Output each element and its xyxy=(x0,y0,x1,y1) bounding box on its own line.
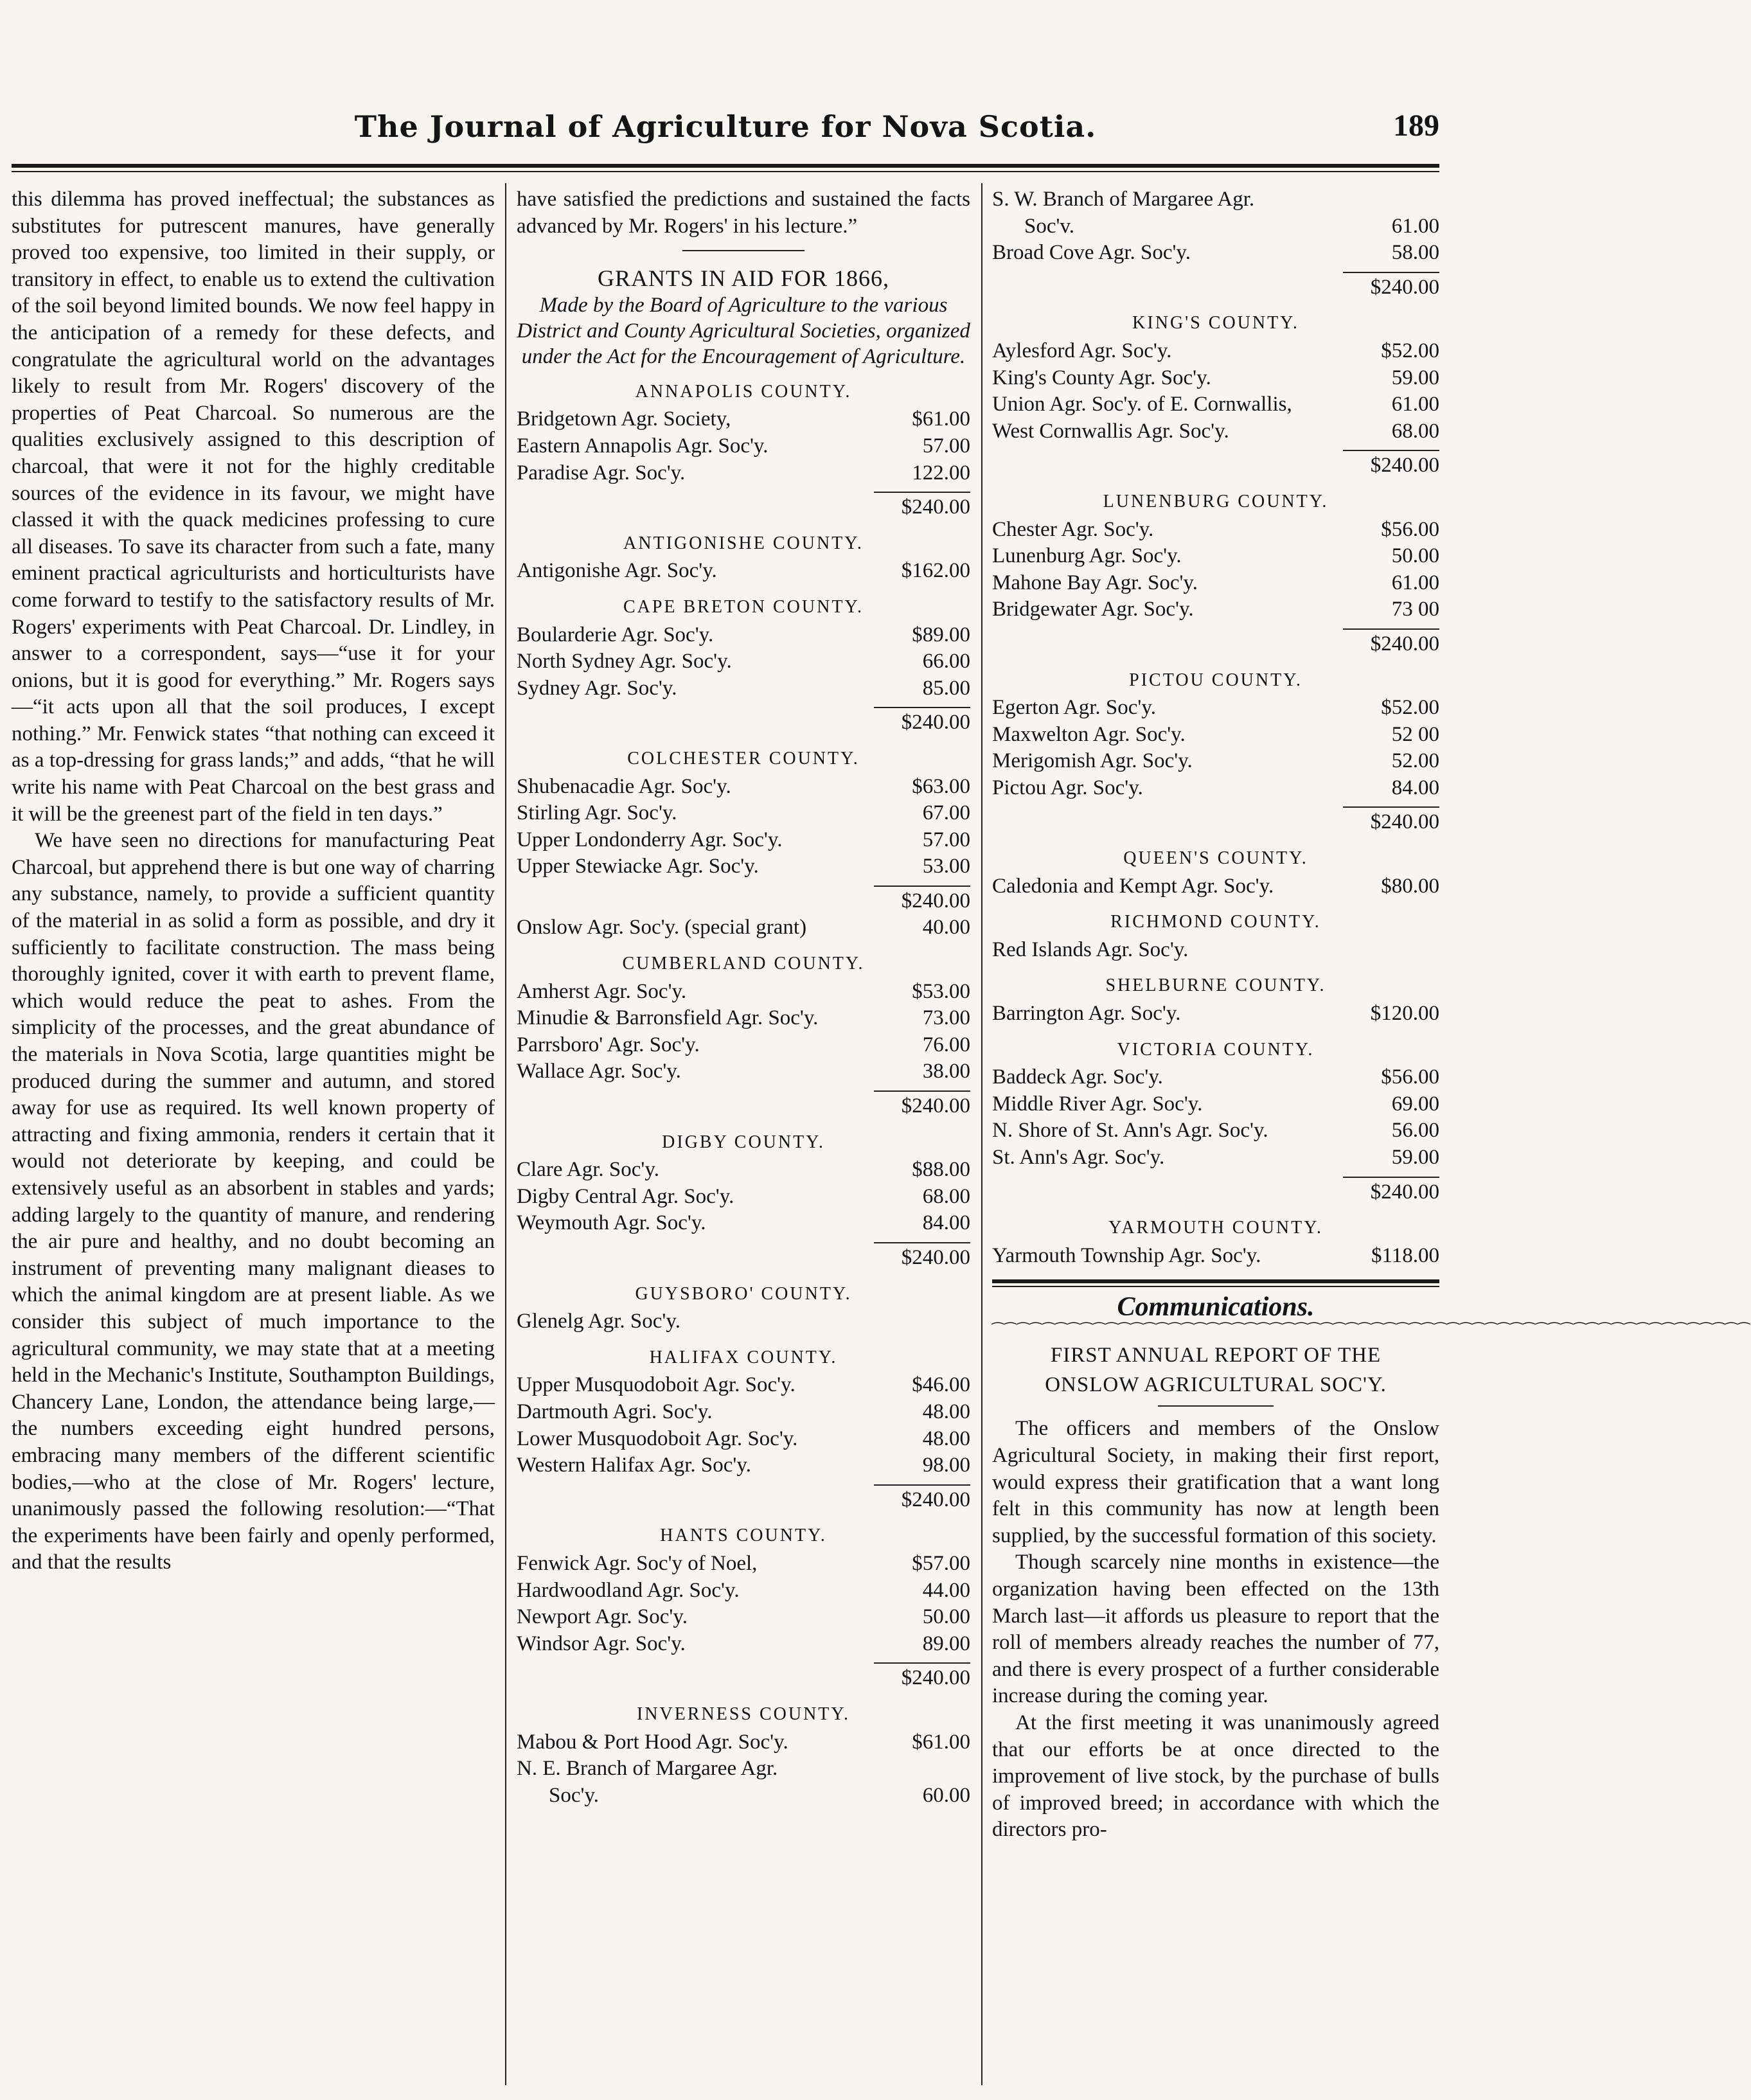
society-name: Onslow Agr. Soc'y. (special grant) xyxy=(517,916,807,939)
county-name: HANTS COUNTY. xyxy=(660,1526,827,1546)
county-total: $240.00 xyxy=(874,885,970,915)
society-name: Lunenburg Agr. Soc'y. xyxy=(992,544,1182,568)
county-shelburne xyxy=(992,972,1439,1027)
paragraph: this dilemma has proved ineffectual; the substances as substitutes for putrescent manures, have generally proved too expensive, too limited in their supply, or transitory in effect, to enable us to extend the cultivation of the soil beyond limited bounds. We now feel happy in the anticipation of a remedy for these defects, and congratulate the agricultural world on the advantages likely to result from Mr. Rogers' discovery of the properties of Peat Charcoal. So numerous are the qualities exclusively assigned to this description of charcoal, that were it not for the highly creditable sources of the evidence in its favour, we might have classed it with the quack medicines professing to cure all diseases. To save its character from such a fate, many eminent practical agriculturists and horticulturists have come forward to testify to the satisfactory results of Mr. Rogers' experiments with Peat Charcoal. Dr. Lindley, in answer to a correspondent, says—“use it for your onions, but it is good for everything.” Mr. Rogers says—“it acts upon all that the soil produces, I except nothing.” Mr. Fenwick states “that nothing can exceed it as a top-dressing for grass lands;” and adds, “that he will write his name with Peat Charcoal on the best grass and it will be the greenest part of the field in ten days.” xyxy=(12,188,495,826)
county-name: ANTIGONISHE COUNTY. xyxy=(623,533,864,553)
grant-amount: 61.00 xyxy=(1391,571,1439,594)
grant-amount: $61.00 xyxy=(912,1730,970,1754)
grant-amount: $56.00 xyxy=(1381,517,1439,541)
table-row xyxy=(992,873,1439,900)
table-row xyxy=(992,365,1439,392)
society-name: Mabou & Port Hood Agr. Soc'y. xyxy=(517,1730,788,1754)
society-name: Union Agr. Soc'y. of E. Cornwallis, xyxy=(992,393,1292,416)
table-row xyxy=(992,596,1439,623)
table-row xyxy=(517,1032,970,1059)
paragraph: The officers and members of the Onslow Agricultural Society, in making their first report, would express their gratification that a want long felt in this community has now at length been supplied, by the successful formation of this society. xyxy=(992,1417,1439,1547)
article-title: FIRST ANNUAL REPORT OF THE xyxy=(1050,1344,1382,1367)
society-name: S. W. Branch of Margaree Agr. xyxy=(992,188,1255,211)
county-total: $240.00 xyxy=(1343,1177,1439,1206)
society-name: Clare Agr. Soc'y. xyxy=(517,1158,659,1182)
society-name: Western Halifax Agr. Soc'y. xyxy=(517,1454,751,1477)
grant-amount: 56.00 xyxy=(1391,1119,1439,1143)
table-row xyxy=(992,1064,1439,1091)
society-name: Egerton Agr. Soc'y. xyxy=(992,696,1156,720)
grant-amount: 57.00 xyxy=(922,434,970,458)
paragraph: Though scarcely nine months in existence—the organization having been effected on the 13th March last—it affords us pleasure to report that the roll of members already reaches the number of 77, and there is every prospect of a further considerable increase during the coming year. xyxy=(992,1551,1439,1708)
society-name: Shubenacadie Agr. Soc'y. xyxy=(517,774,731,798)
table-row xyxy=(517,853,970,880)
county-total: $240.00 xyxy=(874,1090,970,1120)
table-row xyxy=(517,460,970,487)
society-name: Chester Agr. Soc'y. xyxy=(992,517,1154,541)
grant-amount: $80.00 xyxy=(1381,874,1439,898)
society-name: Antigonishe Agr. Soc'y. xyxy=(517,559,717,583)
county-total: $240.00 xyxy=(874,492,970,521)
table-row xyxy=(517,979,970,1006)
society-name: Weymouth Agr. Soc'y. xyxy=(517,1211,706,1235)
table-row xyxy=(517,1756,970,1783)
county-guysboro xyxy=(517,1281,970,1335)
grant-amount: $120.00 xyxy=(1370,1002,1439,1026)
society-name: Paradise Agr. Soc'y. xyxy=(517,461,686,485)
society-name: Bridgewater Agr. Soc'y. xyxy=(992,598,1194,621)
paragraph: have satisfied the predictions and sustained the facts advanced by Mr. Rogers' in his lecture.” xyxy=(517,188,970,238)
grant-amount: 84.00 xyxy=(922,1211,970,1235)
county-queens xyxy=(992,845,1439,900)
running-title: The Journal of Agriculture for Nova Scotia. xyxy=(354,109,1097,144)
table-row xyxy=(992,1144,1439,1171)
county-total: $240.00 xyxy=(874,1484,970,1514)
grant-amount: $53.00 xyxy=(912,979,970,1003)
grant-amount: 44.00 xyxy=(922,1578,970,1602)
table-row xyxy=(517,648,970,675)
table-row xyxy=(517,558,970,585)
society-name: Sydney Agr. Soc'y. xyxy=(517,676,677,700)
grant-amount: 58.00 xyxy=(1391,241,1439,265)
county-halifax xyxy=(517,1344,970,1514)
county-name: PICTOU COUNTY. xyxy=(1129,670,1302,690)
grant-amount: 38.00 xyxy=(922,1060,970,1083)
society-name: Red Islands Agr. Soc'y. xyxy=(992,938,1189,961)
society-name: Barrington Agr. Soc'y. xyxy=(992,1002,1181,1026)
county-name: RICHMOND COUNTY. xyxy=(1110,912,1321,932)
grant-amount: 76.00 xyxy=(922,1033,970,1056)
county-name: GUYSBORO' COUNTY. xyxy=(635,1283,852,1304)
grant-amount: 85.00 xyxy=(922,676,970,700)
county-lunenburg xyxy=(992,488,1439,658)
grant-amount: 84.00 xyxy=(1391,776,1439,799)
grant-amount: 52 00 xyxy=(1391,722,1439,746)
table-row xyxy=(992,517,1439,544)
county-name: YARMOUTH COUNTY. xyxy=(1108,1218,1323,1238)
grant-amount: 40.00 xyxy=(922,916,970,939)
article-title: ONSLOW AGRICULTURAL SOC'Y. xyxy=(1045,1373,1387,1397)
society-name: Lower Musquodoboit Agr. Soc'y. xyxy=(517,1427,798,1450)
county-total: $240.00 xyxy=(874,707,970,736)
grant-amount: 98.00 xyxy=(922,1454,970,1477)
county-name: HALIFAX COUNTY. xyxy=(649,1347,838,1367)
table-row xyxy=(517,1184,970,1211)
table-row xyxy=(517,1005,970,1032)
communications-heading: Communications. xyxy=(1117,1292,1315,1322)
society-name: King's County Agr. Soc'y. xyxy=(992,366,1211,389)
table-row xyxy=(517,1578,970,1605)
society-name: West Cornwallis Agr. Soc'y. xyxy=(992,419,1229,443)
table-row xyxy=(517,1210,970,1237)
column-3 xyxy=(992,186,1751,1844)
table-row xyxy=(992,391,1439,418)
table-row xyxy=(517,914,970,941)
table-row xyxy=(517,1157,970,1184)
table-row xyxy=(992,695,1439,722)
society-name: Upper Stewiacke Agr. Soc'y. xyxy=(517,855,759,878)
county-kings xyxy=(992,310,1439,479)
table-row xyxy=(517,1452,970,1479)
society-name: Stirling Agr. Soc'y. xyxy=(517,801,677,825)
table-row xyxy=(992,1243,1439,1270)
society-name: Bridgetown Agr. Society, xyxy=(517,407,731,431)
grant-amount: $52.00 xyxy=(1381,339,1439,362)
grant-amount: 122.00 xyxy=(912,461,970,485)
county-richmond xyxy=(992,909,1439,963)
county-name: CAPE BRETON COUNTY. xyxy=(623,596,864,617)
table-row xyxy=(517,1604,970,1631)
county-hants xyxy=(517,1522,970,1692)
divider xyxy=(682,250,804,251)
grant-amount: 50.00 xyxy=(922,1605,970,1629)
column-separator xyxy=(981,183,982,2085)
table-row xyxy=(517,827,970,854)
table-row xyxy=(517,1372,970,1399)
county-antigonishe xyxy=(517,530,970,585)
grant-amount: 53.00 xyxy=(922,855,970,878)
table-row xyxy=(992,722,1439,749)
grant-amount: $88.00 xyxy=(912,1158,970,1182)
county-total: $240.00 xyxy=(1343,272,1439,301)
grant-amount: $89.00 xyxy=(912,623,970,646)
grant-amount: 89.00 xyxy=(922,1632,970,1655)
society-name: Aylesford Agr. Soc'y. xyxy=(992,339,1172,362)
table-row xyxy=(517,1729,970,1756)
table-row xyxy=(517,622,970,649)
table-row xyxy=(992,543,1439,570)
society-name: Upper Londonderry Agr. Soc'y. xyxy=(517,828,783,851)
table-row xyxy=(992,1001,1439,1028)
table-row xyxy=(517,1426,970,1453)
table-row xyxy=(517,1058,970,1085)
county-annapolis xyxy=(517,378,970,521)
society-name: St. Ann's Agr. Soc'y. xyxy=(992,1146,1165,1169)
county-name: CUMBERLAND COUNTY. xyxy=(622,954,865,974)
county-cape-breton xyxy=(517,594,970,736)
table-row xyxy=(992,1091,1439,1118)
grant-amount: 68.00 xyxy=(922,1184,970,1208)
table-row xyxy=(517,1308,970,1335)
county-name: LUNENBURG COUNTY. xyxy=(1103,491,1329,512)
grant-amount: 60.00 xyxy=(922,1783,970,1807)
grants-title: GRANTS IN AID FOR 1866, xyxy=(597,265,890,292)
grants-subtitle: Made by the Board of Agriculture to the various District and County Agricultural Societies, organized under the Act for the Encouragement of Agriculture. xyxy=(517,293,970,368)
column-1 xyxy=(12,186,495,1576)
grant-amount: $118.00 xyxy=(1371,1243,1439,1267)
table-row xyxy=(992,748,1439,775)
header-rule xyxy=(12,164,1439,168)
table-row xyxy=(517,800,970,827)
county-inverness xyxy=(517,1701,970,1809)
table-row xyxy=(992,937,1439,964)
grant-amount: 61.00 xyxy=(1391,393,1439,416)
society-name: Digby Central Agr. Soc'y. xyxy=(517,1184,734,1208)
grant-amount: 61.00 xyxy=(1391,214,1439,238)
grant-amount: $63.00 xyxy=(912,774,970,798)
county-name: ANNAPOLIS COUNTY. xyxy=(635,381,852,402)
county-name: KING'S COUNTY. xyxy=(1132,313,1299,334)
society-name: Minudie & Barronsfield Agr. Soc'y. xyxy=(517,1006,819,1030)
society-name: Pictou Agr. Soc'y. xyxy=(992,776,1143,799)
grant-amount: $46.00 xyxy=(912,1373,970,1397)
county-name: SHELBURNE COUNTY. xyxy=(1105,975,1326,996)
society-name: Maxwelton Agr. Soc'y. xyxy=(992,722,1186,746)
table-row xyxy=(517,675,970,702)
grant-amount: $56.00 xyxy=(1381,1065,1439,1089)
society-name: Fenwick Agr. Soc'y of Noel, xyxy=(517,1551,758,1575)
grant-amount: $57.00 xyxy=(912,1551,970,1575)
society-name: Mahone Bay Agr. Soc'y. xyxy=(992,571,1198,594)
grant-amount: $52.00 xyxy=(1381,696,1439,720)
table-row xyxy=(517,774,970,801)
grant-amount: 48.00 xyxy=(922,1400,970,1423)
grant-amount: 59.00 xyxy=(1391,1146,1439,1169)
county-total: $240.00 xyxy=(874,1662,970,1692)
table-row xyxy=(517,1551,970,1578)
county-yarmouth xyxy=(992,1215,1439,1269)
society-name: Upper Musquodoboit Agr. Soc'y. xyxy=(517,1373,796,1397)
society-name: Dartmouth Agri. Soc'y. xyxy=(517,1400,713,1423)
grant-amount: 67.00 xyxy=(922,801,970,825)
society-name: Baddeck Agr. Soc'y. xyxy=(992,1065,1163,1089)
society-name: N. E. Branch of Margaree Agr. xyxy=(517,1757,778,1781)
county-total: $240.00 xyxy=(874,1242,970,1272)
grant-amount: 73.00 xyxy=(922,1006,970,1030)
table-row xyxy=(992,213,1439,240)
society-name: Hardwoodland Agr. Soc'y. xyxy=(517,1578,740,1602)
paragraph: At the first meeting it was unanimously agreed that our efforts be at once directed to the improvement of live stock, by the purchase of bulls of improved breed; in accordance with which the directors pro- xyxy=(992,1711,1439,1842)
county-inverness-continued xyxy=(992,186,1439,301)
table-row xyxy=(992,186,1439,213)
table-row xyxy=(517,1631,970,1658)
table-row xyxy=(992,418,1439,445)
table-row xyxy=(992,1117,1439,1144)
county-name: QUEEN'S COUNTY. xyxy=(1123,848,1308,869)
section-rule-thin xyxy=(992,1286,1439,1287)
society-name: North Sydney Agr. Soc'y. xyxy=(517,650,732,673)
page-number: 189 xyxy=(1393,109,1439,143)
table-row xyxy=(992,775,1439,802)
table-row xyxy=(992,570,1439,597)
grant-amount: 68.00 xyxy=(1391,419,1439,443)
table-row xyxy=(517,406,970,433)
county-name: VICTORIA COUNTY. xyxy=(1117,1039,1315,1060)
society-name: Soc'y. xyxy=(549,1783,600,1807)
society-name: Parrsboro' Agr. Soc'y. xyxy=(517,1033,700,1056)
society-name: Boularderie Agr. Soc'y. xyxy=(517,623,714,646)
divider xyxy=(1158,1405,1274,1407)
grant-amount: $162.00 xyxy=(901,559,970,583)
grant-amount: 50.00 xyxy=(1391,544,1439,568)
society-name: Amherst Agr. Soc'y. xyxy=(517,979,687,1003)
grant-amount: 57.00 xyxy=(922,828,970,851)
county-name: COLCHESTER COUNTY. xyxy=(627,748,860,769)
ornamental-rule: ⁀⁀⁀⁀⁀⁀⁀⁀⁀⁀⁀⁀⁀⁀⁀⁀⁀⁀⁀⁀⁀⁀⁀⁀⁀⁀⁀⁀⁀⁀⁀⁀⁀⁀⁀⁀⁀⁀⁀⁀⁀⁀⁀⁀⁀⁀⁀⁀⁀⁀⁀⁀⁀⁀⁀⁀⁀⁀⁀⁀ xyxy=(992,1322,1751,1339)
page-header xyxy=(12,103,1439,161)
county-total: $240.00 xyxy=(1343,806,1439,836)
table-row xyxy=(517,433,970,460)
county-victoria xyxy=(992,1037,1439,1206)
county-name: DIGBY COUNTY. xyxy=(662,1132,825,1152)
society-name: Wallace Agr. Soc'y. xyxy=(517,1060,681,1083)
grant-amount: 69.00 xyxy=(1391,1092,1439,1116)
society-name: N. Shore of St. Ann's Agr. Soc'y. xyxy=(992,1119,1268,1143)
table-row xyxy=(517,1783,970,1810)
table-row xyxy=(992,338,1439,365)
grant-amount: 48.00 xyxy=(922,1427,970,1450)
grant-amount: 59.00 xyxy=(1391,366,1439,389)
column-2 xyxy=(517,186,970,1809)
society-name: Glenelg Agr. Soc'y. xyxy=(517,1310,680,1333)
society-name: Soc'v. xyxy=(1024,214,1075,238)
society-name: Middle River Agr. Soc'y. xyxy=(992,1092,1203,1116)
society-name: Windsor Agr. Soc'y. xyxy=(517,1632,686,1655)
society-name: Broad Cove Agr. Soc'y. xyxy=(992,241,1191,265)
grant-amount: $61.00 xyxy=(912,407,970,431)
grant-amount: 66.00 xyxy=(922,650,970,673)
society-name: Newport Agr. Soc'y. xyxy=(517,1605,688,1629)
society-name: Yarmouth Township Agr. Soc'y. xyxy=(992,1243,1261,1267)
header-rule-thin xyxy=(12,171,1439,172)
county-cumberland xyxy=(517,950,970,1120)
county-colchester xyxy=(517,745,970,941)
table-row xyxy=(992,240,1439,267)
society-name: Eastern Annapolis Agr. Soc'y. xyxy=(517,434,769,458)
county-digby xyxy=(517,1129,970,1272)
paragraph: We have seen no directions for manufacturing Peat Charcoal, but apprehend there is but one way of charring any substance, namely, to provide a sufficient quantity of the material in as solid a form as possible, and dry it sufficiently to facilitate construction. The mass being thoroughly ignited, cover it with earth to prevent flame, which would reduce the peat to ashes. From the simplicity of the processes, and the great abundance of the materials in Nova Scotia, large quantities might be produced during the summer and autumn, and stored away for use as required. Its well known property of attracting and fixing ammonia, renders it certain that it would not deteriorate by keeping, and could be extensively useful as an absorbent in stables and yards; adding largely to the quantity of manure, and rendering the air pure and healthy, and no doubt becoming an instrument of preventing many malignant dieases to which the animal kingdom are at present liable. As we consider this subject of much importance to the agricultural community, we may state that at a meeting held in the Mechanic's Institute, Southampton Buildings, Chancery Lane, London, the attendance being large,—the numbers exceeding eight hundred persons, embracing many members of the different scientific bodies,—who at the close of Mr. Rogers' lecture, unanimously passed the following resolution:—“That the experiments have been fairly and openly performed, and that the results xyxy=(12,829,495,1574)
grant-amount: 73 00 xyxy=(1391,598,1439,621)
county-total: $240.00 xyxy=(1343,628,1439,658)
table-row xyxy=(517,1399,970,1426)
section-rule xyxy=(992,1279,1439,1283)
column-separator xyxy=(505,183,506,2085)
county-pictou xyxy=(992,667,1439,837)
county-name: INVERNESS COUNTY. xyxy=(636,1704,851,1724)
society-name: Caledonia and Kempt Agr. Soc'y. xyxy=(992,874,1274,898)
society-name: Merigomish Agr. Soc'y. xyxy=(992,749,1193,773)
county-total: $240.00 xyxy=(1343,450,1439,479)
grant-amount: 52.00 xyxy=(1391,749,1439,773)
